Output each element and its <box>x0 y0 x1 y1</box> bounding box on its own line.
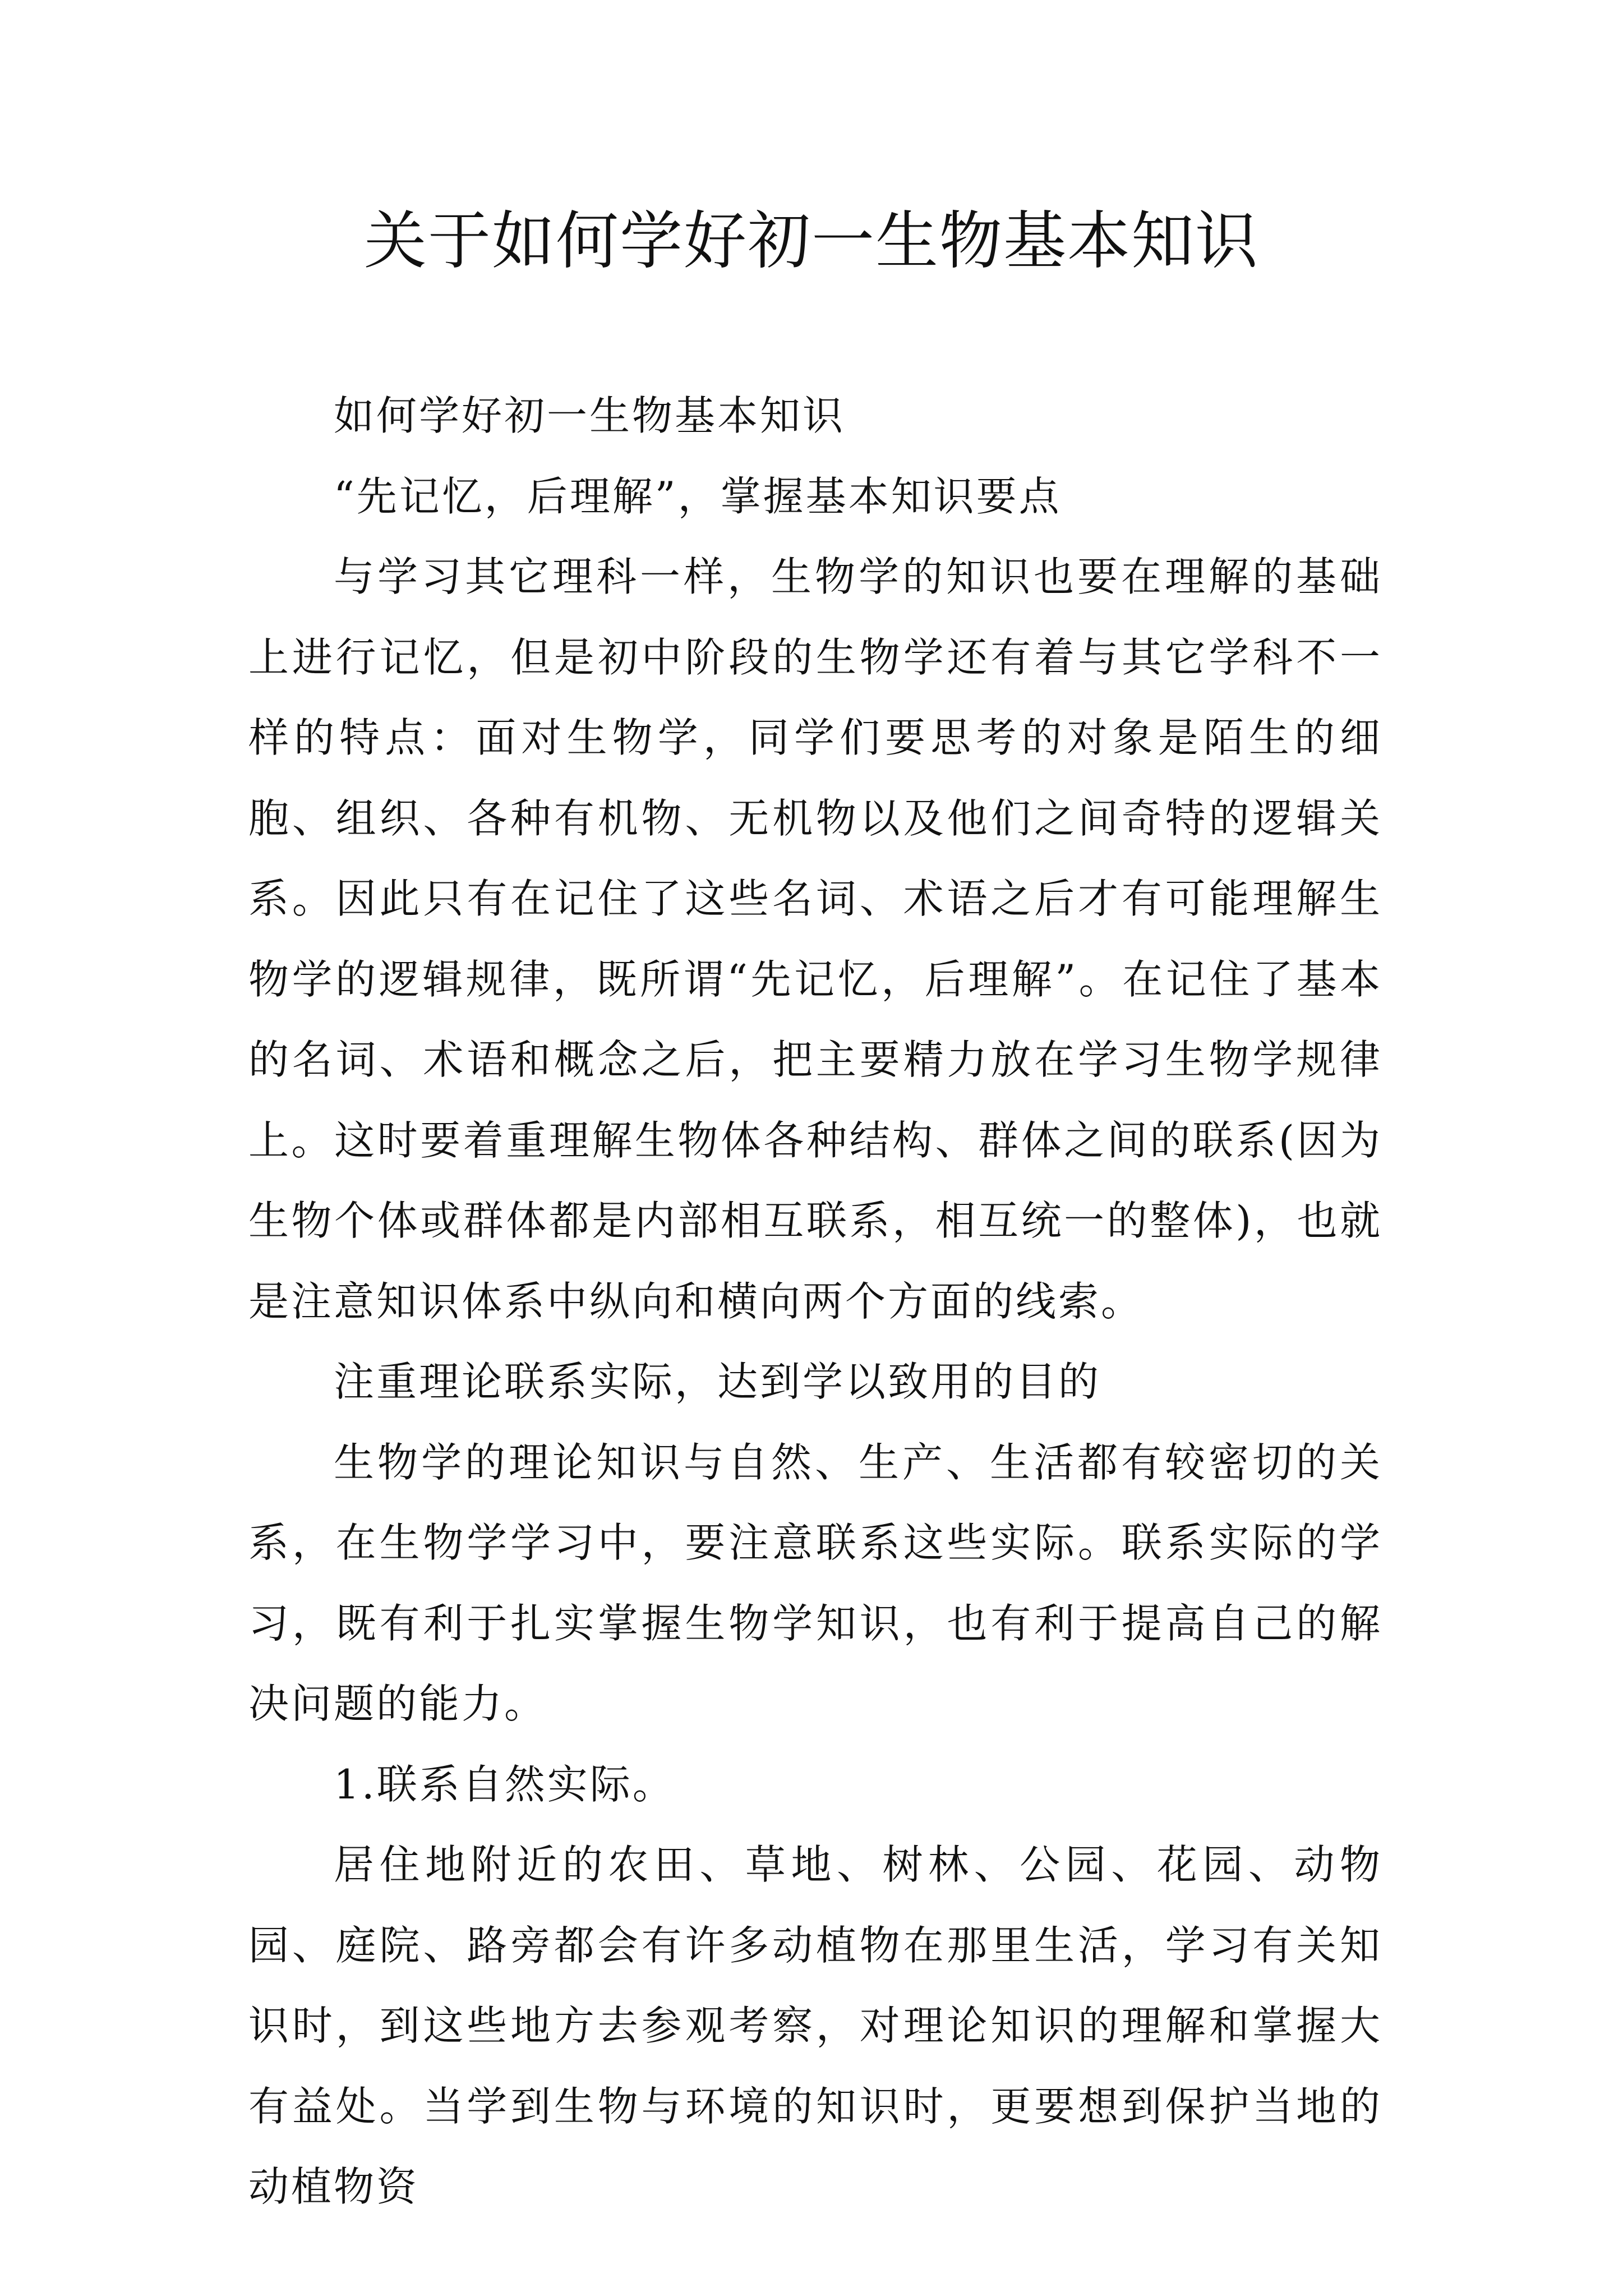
paragraph-section-heading-practice: 注重理论联系实际，达到学以致用的目的 <box>334 1358 1101 1405</box>
document-title: 关于如何学好初一生物基本知识 <box>364 205 1259 278</box>
paragraph-nature-observation: 居住地附近的农田、草地、树林、公园、花园、动物园、庭院、路旁都会有许多动植物在那里生活，学习有关知识时，到这些地方去参观考察，对理论知识的理解和掌握大有益处。当学到生物与环境的知识时，更要想到保护当地的动植物资 <box>248 1841 1382 2210</box>
paragraph-section-heading-memory: “先记忆，后理解”，掌握基本知识要点 <box>334 472 1062 520</box>
paragraph-subtitle: 如何学好初一生物基本知识 <box>334 392 846 439</box>
paragraph-list-item-nature: 1.联系自然实际。 <box>334 1760 675 1808</box>
paragraph-memory-understanding: 与学习其它理科一样，生物学的知识也要在理解的基础上进行记忆，但是初中阶段的生物学还有着与其它学科不一样的特点：面对生物学，同学们要思考的对象是陌生的细胞、组织、各种有机物、无机物以及他们之间奇特的逻辑关系。因此只有在记住了这些名词、术语之后才有可能理解生物学的逻辑规律，既所谓“先记忆，后理解”。在记住了基本的名词、术语和概念之后，把主要精力放在学习生物学规律上。这时要着重理解生物体各种结构、群体之间的联系(因为生物个体或群体都是内部相互联系，相互统一的整体)，也就是注意知识体系中纵向和横向两个方面的线索。 <box>248 553 1382 1325</box>
document-body <box>248 376 1382 2228</box>
paragraph-theory-practice: 生物学的理论知识与自然、生产、生活都有较密切的关系，在生物学学习中，要注意联系这些实际。联系实际的学习，既有利于扎实掌握生物学知识，也有利于提高自己的解决问题的能力。 <box>248 1438 1382 1727</box>
